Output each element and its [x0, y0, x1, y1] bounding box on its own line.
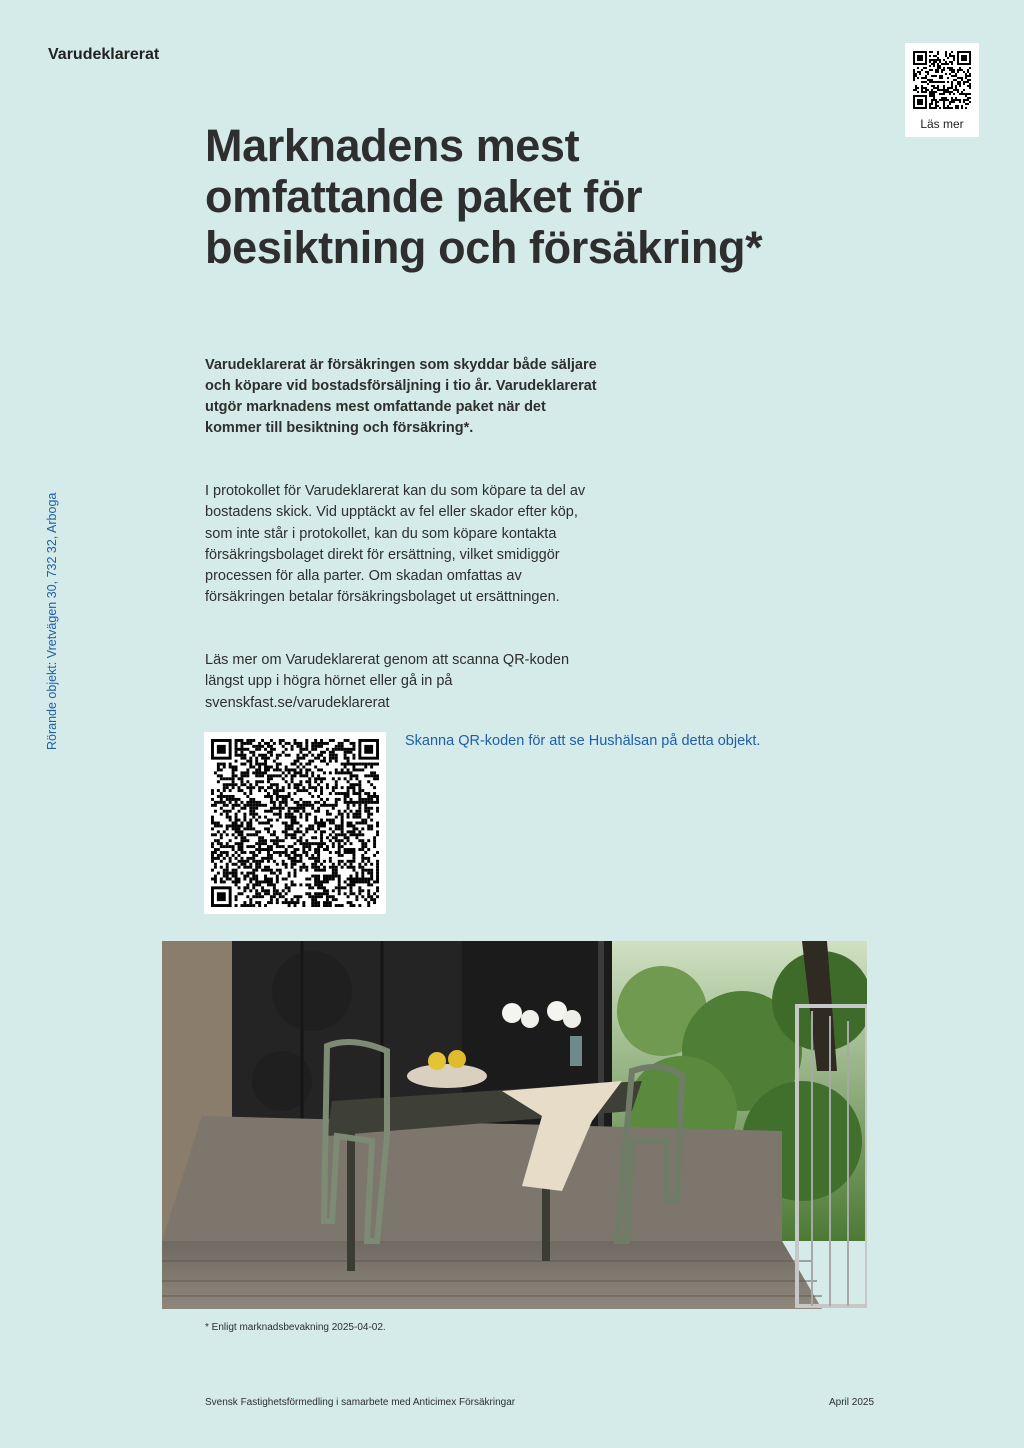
- qr-code-read-more[interactable]: [905, 43, 979, 137]
- page-title: Marknadens mest omfattande paket för besiktning och försäkring*: [205, 120, 763, 273]
- qr-small-label: Läs mer: [920, 117, 964, 131]
- terrace-photo: [162, 941, 867, 1309]
- footer-date: April 2025: [829, 1397, 875, 1408]
- intro-paragraph: Varudeklarerat är försäkringen som skyddar både säljare och köpare vid bostadsförsäljning i tio år. Varudeklarerat utgör marknadens mest omfattande paket när det kommer till besiktning och försäkring*.: [205, 357, 597, 436]
- qr-code-hushalsan[interactable]: [204, 732, 386, 914]
- footer-partner-text: Svensk Fastighetsförmedling i samarbete med Anticimex Försäkringar: [205, 1397, 516, 1408]
- qr-small-icon: [913, 51, 971, 109]
- qr-big-icon: [211, 739, 379, 907]
- scan-instruction: Skanna QR-koden för att se Hushälsan på detta objekt.: [405, 733, 761, 749]
- body-paragraph-protocol: I protokollet för Varudeklarerat kan du som köpare ta del av bostadens skick. Vid upptäckt av fel eller skador efter köp, som inte står i protokollet, kan du som köpare kontakta försäkringsbolaget direkt för ersättning, vilket smidiggör processen för alla parter. Om skadan omfattas av försäkringen betalar försäkringsbolaget ut ersättningen.: [205, 483, 586, 606]
- footnote: * Enligt marknadsbevakning 2025-04-02.: [205, 1322, 386, 1333]
- brand-label: Varudeklarerat: [48, 46, 160, 63]
- property-address: Rörande objekt: Vretvägen 30, 732 32, Arboga: [45, 492, 59, 750]
- body-paragraph-read-more: Läs mer om Varudeklarerat genom att scanna QR-koden längst upp i högra hörnet eller gå in på svenskfast.se/varudeklarerat: [205, 652, 570, 711]
